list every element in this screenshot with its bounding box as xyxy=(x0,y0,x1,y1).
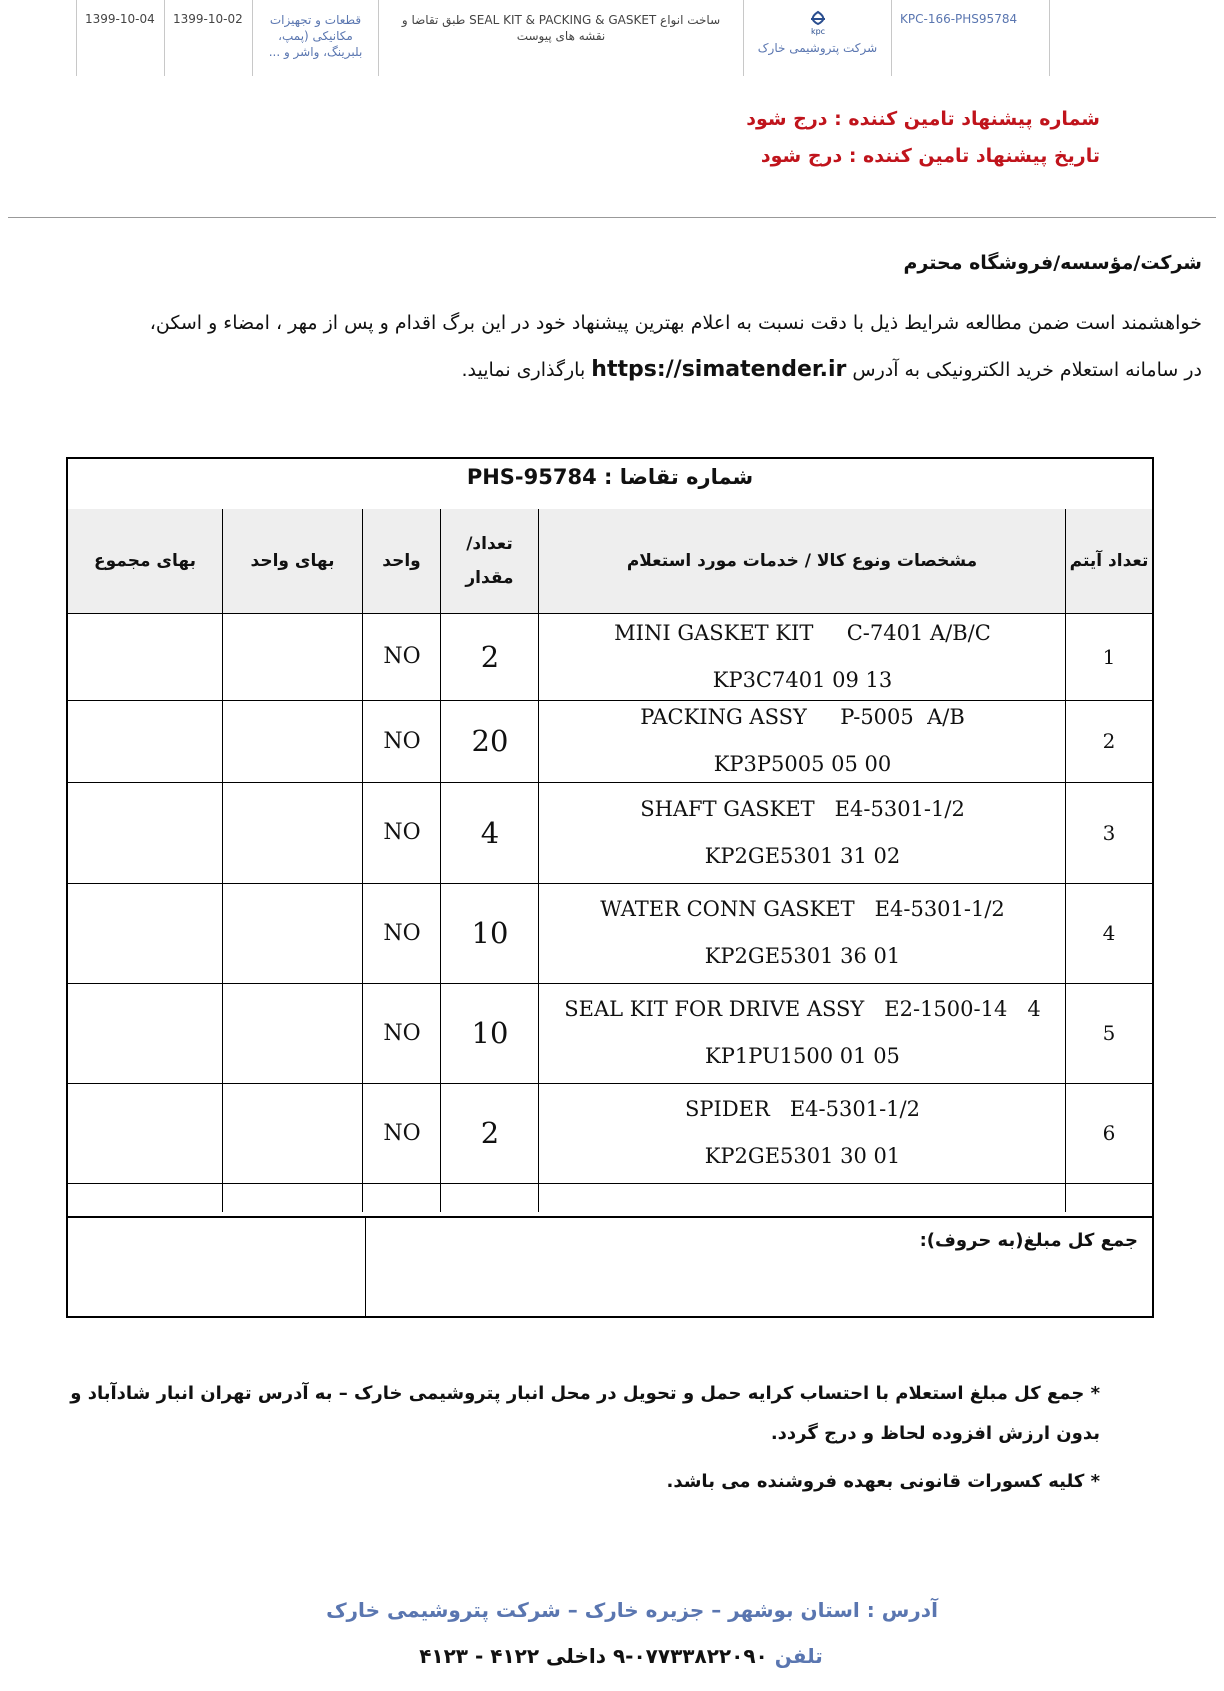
divider xyxy=(8,217,1216,218)
header-quantity: تعداد/ مقدار xyxy=(441,509,539,613)
row-description xyxy=(539,883,1066,983)
header-total-price: بهای مجموع xyxy=(68,509,223,613)
row-description-line-1: SEAL KIT FOR DRIVE ASSY E2-1500-14 4 xyxy=(564,997,1041,1021)
items-table xyxy=(66,457,1154,1318)
table-row xyxy=(68,1083,1152,1184)
request-description: ساخت انواع SEAL KIT & PACKING & GASKET طبق تقاضا و نقشه های پیوست xyxy=(379,0,744,76)
row-unit-price-field[interactable] xyxy=(223,1083,363,1183)
row-description xyxy=(539,1083,1066,1183)
row-quantity: 20 xyxy=(471,724,509,758)
intro-line-2 xyxy=(40,357,1202,382)
row-unit-price-field[interactable] xyxy=(223,782,363,883)
footer-phone xyxy=(0,1644,1224,1668)
header-description: مشخصات ونوع کالا / خدمات مورد استعلام xyxy=(539,509,1066,613)
phone-value: ۰۷۷۳۳۸۲۲۰۹۰-۹ داخلی ۴۱۲۲ - ۴۱۲۳ xyxy=(419,1644,768,1668)
table-header-row xyxy=(68,509,1152,614)
row-quantity: 10 xyxy=(471,1016,509,1050)
start-date: 1399-10-02 xyxy=(165,0,253,76)
row-unit: NO xyxy=(383,1020,421,1046)
supplier-offer-date: تاریخ پیشنهاد تامین کننده : درج شود xyxy=(760,145,1100,167)
row-description-line-1: SPIDER E4-5301-1/2 xyxy=(685,1097,920,1121)
row-total-price-field[interactable] xyxy=(68,782,223,883)
row-description-line-2: KP3C7401 09 13 xyxy=(712,667,893,692)
company-block xyxy=(744,0,892,76)
row-description xyxy=(539,700,1066,782)
supplier-offer-number: شماره پیشنهاد تامین کننده : درج شود xyxy=(746,108,1100,130)
header-unit: واحد xyxy=(363,509,441,613)
row-unit: NO xyxy=(383,820,421,845)
table-row xyxy=(68,883,1152,984)
request-code: KPC-166-PHS95784 xyxy=(900,12,1018,26)
column-line xyxy=(222,613,223,1212)
row-item-number: 1 xyxy=(1102,644,1116,669)
table-row xyxy=(68,613,1152,701)
row-quantity: 4 xyxy=(480,815,500,850)
end-date: 1399-10-04 xyxy=(77,0,165,76)
table-row xyxy=(68,700,1152,783)
row-description-line-1: PACKING ASSY P-5005 A/B xyxy=(640,705,965,729)
row-item-number: 3 xyxy=(1102,820,1116,845)
header-unit-price: بهای واحد xyxy=(223,509,363,613)
row-total-price-field[interactable] xyxy=(68,883,223,983)
row-description-line-2: KP1PU1500 01 05 xyxy=(705,1044,900,1068)
row-item-number: 2 xyxy=(1102,729,1116,753)
row-unit: NO xyxy=(383,1120,421,1146)
row-description-line-2: KP2GE5301 30 01 xyxy=(704,1144,901,1168)
column-line xyxy=(1065,613,1066,1212)
column-line xyxy=(538,613,539,1212)
row-description-line-2: KP2GE5301 31 02 xyxy=(704,843,901,868)
phone-label: تلفن xyxy=(774,1644,823,1668)
row-item-number: 5 xyxy=(1102,1021,1116,1045)
total-divider xyxy=(365,1218,366,1316)
row-description-line-1: SHAFT GASKET E4-5301-1/2 xyxy=(640,796,965,821)
intro-line-2-before: در سامانه استعلام خرید الکترونیکی به آدرس xyxy=(852,359,1202,381)
document-header xyxy=(76,0,1050,76)
table-row xyxy=(68,983,1152,1084)
category: قطعات و تجهیزات مکانیکی (پمپ، بلبرینگ، واشر و ... xyxy=(253,0,379,76)
row-total-price-field[interactable] xyxy=(68,1083,223,1183)
row-unit: NO xyxy=(383,644,421,669)
note-1: * جمع کل مبلغ استعلام با احتساب کرایه حمل و تحویل در محل انبار پتروشیمی خارک – به آدرس تهران انبار شادآباد و بدون ارزش افزوده لحاظ و درج گردد. xyxy=(70,1383,1100,1444)
row-description xyxy=(539,613,1066,700)
row-quantity: 2 xyxy=(480,639,500,674)
row-unit-price-field[interactable] xyxy=(223,700,363,782)
row-total-price-field[interactable] xyxy=(68,983,223,1083)
row-description-line-1: WATER CONN GASKET E4-5301-1/2 xyxy=(600,897,1005,921)
column-line xyxy=(440,613,441,1212)
note-2: * کلیه کسورات قانونی بعهده فروشنده می باشد. xyxy=(666,1471,1100,1492)
row-description-line-1: MINI GASKET KIT C-7401 A/B/C xyxy=(614,620,991,645)
table-row xyxy=(68,782,1152,884)
column-line xyxy=(362,613,363,1212)
company-name: شرکت پتروشیمی خارک xyxy=(757,41,878,55)
intro-line-2-after: بارگذاری نمایید. xyxy=(461,359,586,381)
row-unit-price-field[interactable] xyxy=(223,883,363,983)
row-total-price-field[interactable] xyxy=(68,613,223,700)
tender-url[interactable]: https://simatender.ir xyxy=(591,357,847,382)
row-total-price-field[interactable] xyxy=(68,700,223,782)
header-item: تعداد آیتم xyxy=(1069,551,1149,571)
svg-text:kpc: kpc xyxy=(810,27,825,36)
row-unit: NO xyxy=(383,728,421,754)
intro-line-1: خواهشمند است ضمن مطالعه شرایط ذیل با دقت نسبت به اعلام بهترین پیشنهاد خود در این برگ اقدام و پس از مهر ، امضاء و اسکن، xyxy=(149,312,1202,334)
row-description xyxy=(539,983,1066,1083)
row-description xyxy=(539,782,1066,883)
footer-address: آدرس : استان بوشهر – جزیره خارک – شرکت پتروشیمی خارک xyxy=(326,1598,938,1622)
row-unit: NO xyxy=(383,920,421,946)
row-unit-price-field[interactable] xyxy=(223,613,363,700)
table-title: شماره تقاضا : PHS-95784 xyxy=(68,459,1152,511)
row-item-number: 4 xyxy=(1102,921,1116,945)
total-row xyxy=(68,1216,1152,1316)
row-quantity: 2 xyxy=(480,1116,500,1150)
greeting: شرکت/مؤسسه/فروشگاه محترم xyxy=(903,252,1202,274)
row-unit-price-field[interactable] xyxy=(223,983,363,1083)
row-quantity: 10 xyxy=(471,916,509,950)
kpc-logo-icon xyxy=(801,10,835,36)
row-description-line-2: KP2GE5301 36 01 xyxy=(704,944,901,968)
row-item-number: 6 xyxy=(1102,1121,1116,1145)
total-label: جمع کل مبلغ(به حروف): xyxy=(919,1230,1138,1251)
row-description-line-2: KP3P5005 05 00 xyxy=(713,752,892,776)
